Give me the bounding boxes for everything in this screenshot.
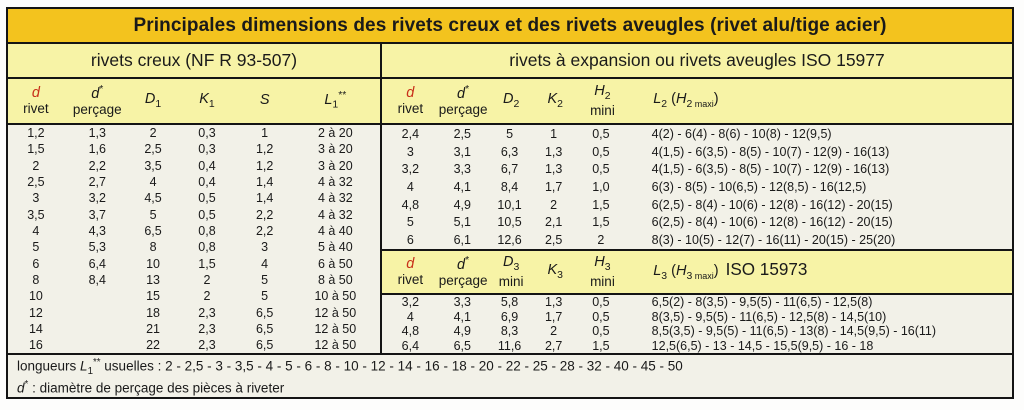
header-caption: rivet [397,272,424,288]
cell: 0,5 [592,295,610,310]
cell: 3,3 [453,162,471,177]
table-row [8,207,380,223]
L1-symbol: L [80,358,88,374]
table-row [8,174,380,190]
table-row [382,310,1012,325]
cell: 3,3 [453,295,471,310]
cell: 2,5 [27,175,45,190]
cell: 6(3) - 8(5) - 10(6,5) - 12(8,5) - 16(12,5) [651,180,867,195]
column-header: $K_3$ [547,261,563,281]
table-row [382,295,1012,310]
cell: 3,2 [88,191,106,206]
cell: 1,3 [544,162,563,177]
cell: 12,6 [497,233,522,248]
cell: 6,3 [500,144,519,159]
cell: 12 à 50 [314,321,357,336]
cell: 2 [32,158,40,173]
header-symbol: S [259,92,270,109]
left-table-rows [8,125,380,353]
header-symbol: L [653,90,662,107]
cell: 2,4 [401,126,420,141]
cell: 5 [406,215,414,230]
header-symbol: K [199,90,209,107]
header-symbol: d [31,84,40,101]
cell: 3,7 [88,207,106,222]
table-row [8,190,380,206]
cell: 2,1 [544,215,563,230]
header-caption: rivet [397,101,424,117]
cell: 2,2 [255,207,274,222]
header-symbol: d [406,255,415,272]
table-row [8,125,380,141]
cell: 6 [32,256,40,271]
cell: 2,2 [255,224,274,239]
cell: 8 [149,240,157,255]
left-section-title: rivets creux (NF R 93-507) [8,44,380,79]
cell: 0,5 [592,324,610,339]
column-header: d* perçage [438,254,488,288]
table-row [8,337,380,353]
cell: 1,5 [27,142,45,157]
cell: 1 [550,126,558,141]
cell: 0,3 [198,126,216,141]
header-caption: perçage [438,272,488,288]
cell: 4(2) - 6(4) - 8(6) - 10(8) - 12(9,5) [651,126,832,141]
column-header: $D_1$ [144,90,162,110]
table-row [8,272,380,288]
cell: 3,2 [401,295,420,310]
cell: 0,5 [592,126,610,141]
cell: 6(2,5) - 8(4) - 10(6) - 12(8) - 16(12) - 20(15) [651,197,893,212]
table-row [8,288,380,304]
left-column-headers [8,79,380,125]
cell: 12,5(6,5) - 13 - 14,5 - 15,5(9,5) - 16 - 18 [651,339,874,354]
header-symbol: d [406,84,415,101]
cell: 6,7 [500,162,519,177]
cell: 3 à 20 [317,158,353,173]
cell: 6,5 [255,321,274,336]
cell: 6(2,5) - 8(4) - 10(6) - 12(8) - 16(12) - 20(15) [651,215,893,230]
cell: 4,8 [401,197,420,212]
footnote-text: longueurs [17,358,81,374]
header-symbol: H [594,82,605,99]
cell: 4,3 [88,224,106,239]
iso15973-column-headers [382,249,1012,295]
cell: 5 [32,240,40,255]
iso15977-table-rows [382,125,1012,249]
cell: 1,2 [255,158,274,173]
header-symbol: H [594,253,605,270]
cell: 5,1 [453,215,471,230]
table-row [8,256,380,272]
cell: 10 [28,289,43,304]
cell: 3 [32,191,40,206]
rivets-creux-table [8,44,380,353]
cell: 4 à 40 [317,224,353,239]
cell: 1,0 [592,180,610,195]
cell: 6,9 [500,309,519,324]
footnote-text: : diamètre de perçage des pièces à riveter [28,380,285,396]
column-header [239,93,291,108]
cell: 8(3) - 10(5) - 12(7) - 16(11) - 20(15) - 25(20) [651,233,896,248]
table-row [8,321,380,337]
cell: 4 [32,224,40,239]
cell: 6 à 50 [317,256,353,271]
cell: 4,9 [453,197,471,212]
cell: 2,5 [144,142,162,157]
table-row [382,214,1012,232]
cell: 2,3 [198,321,216,336]
cell: 2 [597,233,605,248]
cell: 4(1,5) - 6(3,5) - 8(5) - 10(7) - 12(9) - 16(13) [651,144,890,159]
table-row [8,141,380,157]
header-caption: rivet [23,101,49,117]
cell: 2,5 [453,126,471,141]
cell: 6,5(2) - 8(3,5) - 9,5(5) - 11(6,5) - 12,5(8) [651,295,873,310]
cell: 18 [146,305,161,320]
cell: 8,3 [500,324,519,339]
cell: 6,4 [88,256,106,271]
cell: 8,5(3,5) - 9,5(5) - 11(6,5) - 13(8) - 14,5(9,5) - 16(11) [651,324,937,339]
header-symbol: d [457,256,466,273]
cell: 3,5 [144,158,162,173]
cell: 0,3 [198,142,216,157]
column-header [382,86,439,116]
cell: 1,5 [592,215,610,230]
table-footnotes [8,353,1012,397]
cell: 4 [406,309,414,324]
cell: 2 [203,272,211,287]
d-symbol: d [17,380,25,396]
cell: 5,3 [88,240,106,255]
column-header: $H_2$ mini [590,82,615,118]
cell: 8(3,5) - 9,5(5) - 11(6,5) - 12,5(8) - 14,5(10) [651,309,887,324]
column-header: d* perçage [438,83,488,117]
header-symbol: K [547,261,558,278]
cell: 6 [406,233,414,248]
cell: 8,4 [88,272,106,287]
table-row [8,304,380,320]
header-caption: mini [590,102,615,118]
cell: 22 [146,338,161,353]
d-superscript: * [24,378,29,390]
cell: 14 [28,321,43,336]
cell: 5 [506,126,514,141]
cell: 13 [146,272,161,287]
cell: 1,7 [544,309,563,324]
table-row [8,223,380,239]
cell: 1,5 [592,339,610,354]
cell: 2,3 [198,305,216,320]
table-row [382,339,1012,354]
page-title: Principales dimensions des rivets creux et des rivets aveugles (rivet alu/tige acier) [8,9,1012,44]
cell: 1,4 [255,175,274,190]
cell: 6,4 [401,339,420,354]
header-symbol: d [457,85,466,102]
table-row [8,239,380,255]
column-header [382,257,439,287]
cell: 0,5 [592,162,610,177]
header-symbol: D [502,253,514,270]
right-section-title: rivets à expansion ou rivets aveugles ISO 15977 [382,44,1012,79]
cell: 2 [149,126,157,141]
cell: 8 [32,272,40,287]
cell: 6,5 [144,224,162,239]
cell: 4 [149,175,157,190]
cell: 12 [28,305,43,320]
column-header: $D_3$ mini [498,253,524,289]
cell: 4,1 [453,180,471,195]
cell: 5,8 [500,295,519,310]
table-row [8,158,380,174]
table-row [382,231,1012,249]
cell: 4 [261,256,269,271]
cell: 0,8 [198,224,216,239]
cell: 2,2 [88,158,106,173]
column-header: $K_2$ [547,90,563,110]
cell: 2 [203,289,211,304]
cell: 2,7 [544,339,563,354]
header-symbol: D [502,90,514,107]
cell: 3 [261,240,269,255]
cell: 2,7 [88,175,106,190]
table-row [382,143,1012,161]
cell: 0,5 [198,207,216,222]
table-body [8,44,1012,353]
cell: 1,6 [88,142,106,157]
cell: 1,3 [544,144,563,159]
cell: 1,7 [544,180,563,195]
cell: 0,8 [198,240,216,255]
cell: 12 à 50 [314,305,357,320]
header-symbol: L [653,263,662,280]
cell: 10,5 [497,215,522,230]
cell: 1,4 [255,191,274,206]
footnote-text: usuelles : 2 - 2,5 - 3 - 3,5 - 4 - 5 - 6 - 8 - 10 - 12 - 14 - 16 - 18 - 20 - 22 - 25 - 28 - 32 - 40 - 45 - 50 [100,358,683,374]
cell: 3 [406,144,414,159]
cell: 1 [261,126,269,141]
cell: 10 à 50 [314,289,357,304]
cell: 1,3 [544,295,563,310]
L1-superscript: ** [92,357,101,369]
rivets-aveugles-table [380,44,1012,353]
header-symbol: d [91,85,100,102]
header-symbol: L [324,91,333,108]
cell: 2,5 [544,233,563,248]
header-symbol: D [144,90,156,107]
cell: 2 à 20 [317,126,353,141]
cell: 1,2 [27,126,45,141]
cell: 5 [261,289,269,304]
cell: 5 à 40 [317,240,353,255]
cell: 21 [146,321,161,336]
cell: 2 [550,197,558,212]
cell: 10 [146,256,161,271]
cell: 2,3 [198,338,216,353]
header-caption: mini [498,273,524,289]
cell: 4,8 [401,324,420,339]
cell: 3,5 [27,207,45,222]
column-header: $L_2$ ($H_2$ $_{maxi}$) [653,90,719,110]
table-row [382,178,1012,196]
cell: 11,6 [497,339,522,354]
cell: 0,5 [592,309,610,324]
cell: 3,1 [453,144,471,159]
iso-standard-label: ISO 15973 [725,260,808,280]
cell: 6,1 [453,233,471,248]
footnote-lengths [17,357,1003,378]
cell: 4 à 32 [317,191,353,206]
cell: 4 à 32 [317,207,353,222]
cell: 4(1,5) - 6(3,5) - 8(5) - 10(7) - 12(9) - 16(13) [651,162,890,177]
cell: 6,5 [453,339,471,354]
table-row [382,196,1012,214]
header-symbol: K [547,90,558,107]
column-header: $L_1^{**}$ [324,89,347,111]
cell: 5 [261,272,269,287]
cell: 3,2 [401,162,420,177]
cell: 4,9 [453,324,471,339]
cell: 3 à 20 [317,142,353,157]
cell: 0,5 [592,144,610,159]
table-row [382,324,1012,339]
cell: 0,4 [198,175,216,190]
footnote-drilling [17,379,1003,397]
cell: 0,4 [198,158,216,173]
cell: 6,5 [255,305,274,320]
header-caption: mini [590,273,615,289]
cell: 12 à 50 [314,338,357,353]
cell: 8 à 50 [317,272,353,287]
cell: 1,2 [255,142,274,157]
table-row [382,125,1012,143]
column-header: $D_2$ [502,90,520,110]
cell: 8,4 [500,180,519,195]
cell: 6,5 [255,338,274,353]
cell: 10,1 [497,197,522,212]
column-header: d* perçage [72,83,122,117]
column-header: $K_1$ [199,90,215,110]
cell: 2 [550,324,558,339]
cell: 4 [406,180,414,195]
cell: 4 à 32 [317,175,353,190]
iso15973-table-rows [382,295,1012,353]
rivets-dimensions-table [6,7,1014,399]
cell: 4,5 [144,191,162,206]
table-row [382,160,1012,178]
cell: 4,1 [453,309,471,324]
L1-subscript: 1 [87,366,93,378]
cell: 1,3 [88,126,106,141]
header-caption: perçage [72,101,122,117]
cell: 1,5 [198,256,216,271]
cell: 15 [146,289,161,304]
cell: 16 [28,338,43,353]
column-header: $L_3$ ($H_3$ $_{maxi}$) ISO 15973 [653,260,808,282]
column-header [8,86,64,116]
column-header: $H_3$ mini [590,253,615,289]
iso15977-column-headers [382,79,1012,125]
header-caption: perçage [438,101,488,117]
cell: 0,5 [198,191,216,206]
cell: 1,5 [592,197,610,212]
cell: 5 [149,207,157,222]
